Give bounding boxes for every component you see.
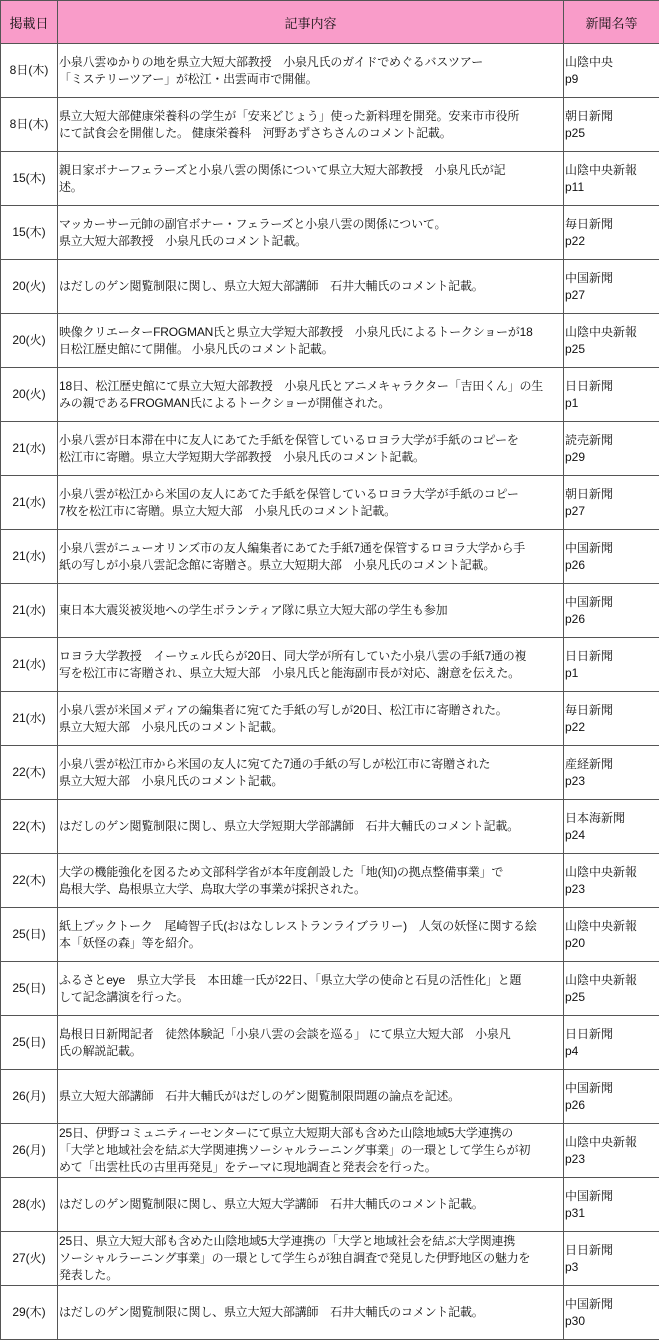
row-content: はだしのゲン閲覧制限に関し、県立大短大学講師 石井大輔氏のコメント記載。 (58, 1178, 564, 1232)
paper-name: 読売新聞 (565, 433, 613, 447)
row-content: 小泉八雲が松江から米国の友人にあてた手紙を保管しているロヨラ大学が手紙のコピー 7枚を松江市に寄贈。県立大短大部 小泉凡氏のコメント記載。 (58, 476, 564, 530)
paper-page: p26 (565, 612, 585, 626)
paper-page: p9 (565, 72, 578, 86)
row-content: 25日、県立大短大部も含めた山陰地域5大学連携の「大学と地域社会を結ぶ大学関連携 ソーシャルラーニング事業」の一環として学生らが独自調査で発見した伊野地区の魅力を 発表した。 (58, 1232, 564, 1286)
table-row (1, 638, 659, 692)
row-content: 東日本大震災被災地への学生ボランティア隊に県立大短大部の学生も参加 (58, 584, 564, 638)
paper-name: 中国新聞 (565, 1297, 613, 1311)
paper-page: p31 (565, 1206, 585, 1220)
paper-page: p30 (565, 1314, 585, 1328)
table-row (1, 584, 659, 638)
row-date: 8日(木) (1, 44, 58, 98)
paper-page: p25 (565, 126, 585, 140)
row-content: 大学の機能強化を図るため文部科学省が本年度創設した「地(知)の拠点整備事業」で 島根大学、島根県立大学、鳥取大学の事業が採択された。 (58, 854, 564, 908)
table-row (1, 368, 659, 422)
paper-page: p25 (565, 990, 585, 1004)
row-paper (564, 584, 659, 638)
row-paper (564, 1178, 659, 1232)
paper-page: p27 (565, 288, 585, 302)
row-content: 県立大短大部健康栄養科の学生が「安来どじょう」使った新料理を開発。安来市市役所 にて試食会を開催した。 健康栄養科 河野あずさちさんのコメント記載。 (58, 98, 564, 152)
row-paper (564, 44, 659, 98)
table-row (1, 152, 659, 206)
row-date: 21(水) (1, 692, 58, 746)
row-date: 27(火) (1, 1232, 58, 1286)
header-paper: 新聞名等 (564, 1, 659, 44)
table-row (1, 692, 659, 746)
table-row (1, 962, 659, 1016)
row-paper (564, 476, 659, 530)
paper-page: p11 (565, 180, 584, 194)
row-content: ふるさとeye 県立大学長 本田雄一氏が22日、「県立大学の使命と石見の活性化」と題 して記念講演を行った。 (58, 962, 564, 1016)
table-row (1, 1124, 659, 1178)
row-date: 29(木) (1, 1286, 58, 1340)
paper-page: p1 (565, 666, 578, 680)
row-paper (564, 1232, 659, 1286)
paper-name: 産経新聞 (565, 757, 613, 771)
paper-page: p29 (565, 450, 585, 464)
row-date: 22(木) (1, 800, 58, 854)
paper-page: p26 (565, 558, 585, 572)
row-content: ロヨラ大学教授 イーウェル氏らが20日、同大学が所有していた小泉八雲の手紙7通の複 写を松江市に寄贈され、県立大短大部 小泉凡氏と能海副市長が対応、謝意を伝えた。 (58, 638, 564, 692)
row-paper (564, 206, 659, 260)
row-date: 25(日) (1, 908, 58, 962)
row-paper (564, 638, 659, 692)
row-paper (564, 1016, 659, 1070)
row-paper (564, 422, 659, 476)
row-paper (564, 368, 659, 422)
paper-page: p26 (565, 1098, 585, 1112)
row-date: 25(日) (1, 962, 58, 1016)
row-paper (564, 98, 659, 152)
row-paper (564, 530, 659, 584)
row-paper (564, 800, 659, 854)
table-body (1, 44, 659, 1340)
row-date: 20(火) (1, 314, 58, 368)
row-date: 8日(木) (1, 98, 58, 152)
paper-name: 日日新聞 (565, 1243, 613, 1257)
header-content: 記事内容 (58, 1, 564, 44)
row-date: 21(水) (1, 422, 58, 476)
row-date: 25(日) (1, 1016, 58, 1070)
paper-name: 山陰中央新報 (565, 973, 637, 987)
row-paper (564, 1124, 659, 1178)
table-row (1, 1286, 659, 1340)
paper-name: 日本海新聞 (565, 811, 625, 825)
row-content: 県立大短大部講師 石井大輔氏がはだしのゲン閲覧制限問題の論点を記述。 (58, 1070, 564, 1124)
table-row (1, 476, 659, 530)
row-content: 18日、松江歴史館にて県立大短大部教授 小泉凡氏とアニメキャラクター「吉田くん」の生 みの親であるFROGMAN氏によるトークショーが開催された。 (58, 368, 564, 422)
table-row (1, 1016, 659, 1070)
paper-page: p4 (565, 1044, 578, 1058)
table-row (1, 314, 659, 368)
paper-page: p23 (565, 774, 585, 788)
table-row (1, 1070, 659, 1124)
table-row (1, 746, 659, 800)
paper-name: 日日新聞 (565, 379, 613, 393)
row-paper (564, 962, 659, 1016)
paper-page: p25 (565, 342, 585, 356)
paper-name: 中国新聞 (565, 1081, 613, 1095)
row-paper (564, 260, 659, 314)
paper-name: 中国新聞 (565, 595, 613, 609)
paper-name: 山陰中央新報 (565, 163, 637, 177)
row-content: はだしのゲン閲覧制限に関し、県立大短大部講師 石井大輔氏のコメント記載。 (58, 260, 564, 314)
paper-name: 山陰中央新報 (565, 865, 637, 879)
row-content: 小泉八雲が日本滞在中に友人にあてた手紙を保管しているロヨラ大学が手紙のコピーを 松江市に寄贈。県立大学短期大学部教授 小泉凡氏のコメント記載。 (58, 422, 564, 476)
row-date: 26(月) (1, 1124, 58, 1178)
table-row (1, 854, 659, 908)
row-date: 15(木) (1, 152, 58, 206)
row-content: 25日、伊野コミュニティーセンターにて県立大短期大部も含めた山陰地域5大学連携の 「大学と地域社会を結ぶ大学関連携ソーシャルラーニング事業」の一環として学生らが初 めて「出雲杜氏の古里再発見」をテーマに現地調査と発表会を行った。 (58, 1124, 564, 1178)
row-content: はだしのゲン閲覧制限に関し、県立大短大部講師 石井大輔氏のコメント記載。 (58, 1286, 564, 1340)
row-content: マッカーサー元帥の副官ボナー・フェラーズと小泉八雲の関係について。 県立大短大部教授 小泉凡氏のコメント記載。 (58, 206, 564, 260)
row-date: 20(火) (1, 260, 58, 314)
row-paper (564, 908, 659, 962)
paper-name: 中国新聞 (565, 541, 613, 555)
row-paper (564, 692, 659, 746)
paper-name: 山陰中央新報 (565, 325, 637, 339)
paper-page: p3 (565, 1260, 578, 1274)
row-date: 22(木) (1, 746, 58, 800)
paper-name: 日日新聞 (565, 649, 613, 663)
table-header (1, 1, 659, 44)
paper-name: 毎日新聞 (565, 217, 613, 231)
paper-page: p27 (565, 504, 585, 518)
row-paper (564, 1070, 659, 1124)
row-content: 小泉八雲ゆかりの地を県立大短大部教授 小泉凡氏のガイドでめぐるバスツアー 「ミステリーツアー」が松江・出雲両市で開催。 (58, 44, 564, 98)
table-row (1, 422, 659, 476)
paper-page: p22 (565, 720, 585, 734)
row-date: 21(水) (1, 476, 58, 530)
paper-name: 山陰中央 (565, 55, 613, 69)
row-content: 小泉八雲が米国メディアの編集者に宛てた手紙の写しが20日、松江市に寄贈された。 県立大短大部 小泉凡氏のコメント記載。 (58, 692, 564, 746)
header-date: 掲載日 (1, 1, 58, 44)
row-date: 26(月) (1, 1070, 58, 1124)
row-paper (564, 746, 659, 800)
paper-name: 日日新聞 (565, 1027, 613, 1041)
row-date: 21(水) (1, 530, 58, 584)
row-paper (564, 854, 659, 908)
row-date: 21(水) (1, 638, 58, 692)
row-date: 20(火) (1, 368, 58, 422)
row-content: 島根日日新聞記者 徒然体験記「小泉八雲の会談を巡る」 にて県立大短大部 小泉凡 氏の解説記載。 (58, 1016, 564, 1070)
paper-name: 山陰中央新報 (565, 1135, 637, 1149)
table-row (1, 800, 659, 854)
paper-page: p22 (565, 234, 585, 248)
row-content: 親日家ボナーフェラーズと小泉八雲の関係について県立大短大部教授 小泉凡氏が記 述。 (58, 152, 564, 206)
paper-page: p1 (565, 396, 578, 410)
row-content: 映像クリエーターFROGMAN氏と県立大学短大部教授 小泉凡氏によるトークショーが18 日松江歴史館にて開催。 小泉凡氏のコメント記載。 (58, 314, 564, 368)
paper-name: 山陰中央新報 (565, 919, 637, 933)
row-paper (564, 314, 659, 368)
row-date: 15(木) (1, 206, 58, 260)
row-date: 21(水) (1, 584, 58, 638)
table-row (1, 1178, 659, 1232)
table-row (1, 1232, 659, 1286)
row-paper (564, 152, 659, 206)
paper-name: 中国新聞 (565, 271, 613, 285)
row-date: 28(水) (1, 1178, 58, 1232)
row-paper (564, 1286, 659, 1340)
paper-page: p23 (565, 882, 585, 896)
row-content: 小泉八雲がニューオリンズ市の友人編集者にあてた手紙7通を保管するロヨラ大学から手 紙の写しが小泉八雲記念館に寄贈さ。県立大短期大部 小泉凡氏のコメント記載。 (58, 530, 564, 584)
paper-page: p20 (565, 936, 585, 950)
table-row (1, 530, 659, 584)
paper-page: p23 (565, 1152, 585, 1166)
paper-name: 朝日新聞 (565, 109, 613, 123)
paper-name: 中国新聞 (565, 1189, 613, 1203)
table-row (1, 260, 659, 314)
row-content: はだしのゲン閲覧制限に関し、県立大学短期大学部講師 石井大輔氏のコメント記載。 (58, 800, 564, 854)
row-content: 紙上ブックトーク 尾崎智子氏(おはなしレストランライブラリー) 人気の妖怪に関する絵 本「妖怪の森」等を紹介。 (58, 908, 564, 962)
paper-name: 毎日新聞 (565, 703, 613, 717)
row-date: 22(木) (1, 854, 58, 908)
paper-name: 朝日新聞 (565, 487, 613, 501)
table-row (1, 908, 659, 962)
row-content: 小泉八雲が松江市から米国の友人に宛てた7通の手紙の写しが松江市に寄贈された 県立大短大部 小泉凡氏のコメント記載。 (58, 746, 564, 800)
paper-page: p24 (565, 828, 585, 842)
table-row (1, 206, 659, 260)
table-row (1, 98, 659, 152)
table-row (1, 44, 659, 98)
